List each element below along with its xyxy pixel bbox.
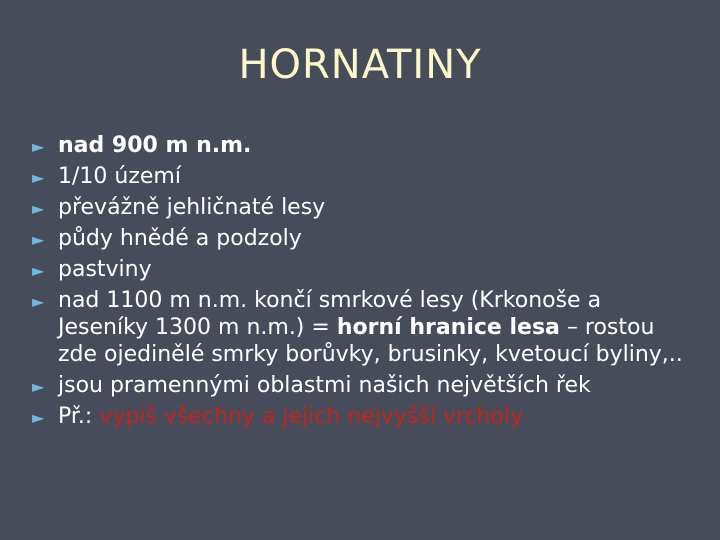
bullet-item [32,403,692,430]
bullet-text: převážně jehličnaté lesy [58,195,326,220]
bullet-text: 1/10 území [58,164,181,189]
bullet-text: pastviny [58,257,152,282]
arrow-icon: ► [32,292,45,311]
bullet-item [32,194,692,221]
bullet-item [32,225,692,252]
arrow-icon: ► [32,168,45,187]
bullet-text: jsou pramennými oblastmi našich největších řek [58,373,591,398]
bullet-list [32,132,692,434]
bullet-item [32,287,692,368]
arrow-icon: ► [32,230,45,249]
arrow-icon: ► [32,199,45,218]
bullet-text-continued: – rostou zde ojedinělé smrky borůvky, brusinky, kvetoucí byliny,.. [58,315,683,367]
bullet-strong-text: horní hranice lesa [336,315,560,340]
arrow-icon: ► [32,261,45,280]
bullet-text: nad 1100 m n.m. končí smrkové lesy (Krkonoše a Jeseníky 1300 m n.m.) = [58,288,602,340]
bullet-text: nad 900 m n.m. [58,133,252,158]
bullet-item [32,132,692,159]
arrow-icon: ► [32,377,45,396]
slide-title: HORNATINY [238,42,482,88]
arrow-icon: ► [32,137,45,156]
bullet-text: půdy hnědé a podzoly [58,226,302,251]
bullet-item [32,256,692,283]
bullet-item [32,372,692,399]
bullet-item [32,163,692,190]
bullet-text: Př.: [58,404,100,429]
task-highlight-text: vypiš všechny a jejich nejvyšší vrcholy [99,404,524,429]
arrow-icon: ► [32,408,45,427]
